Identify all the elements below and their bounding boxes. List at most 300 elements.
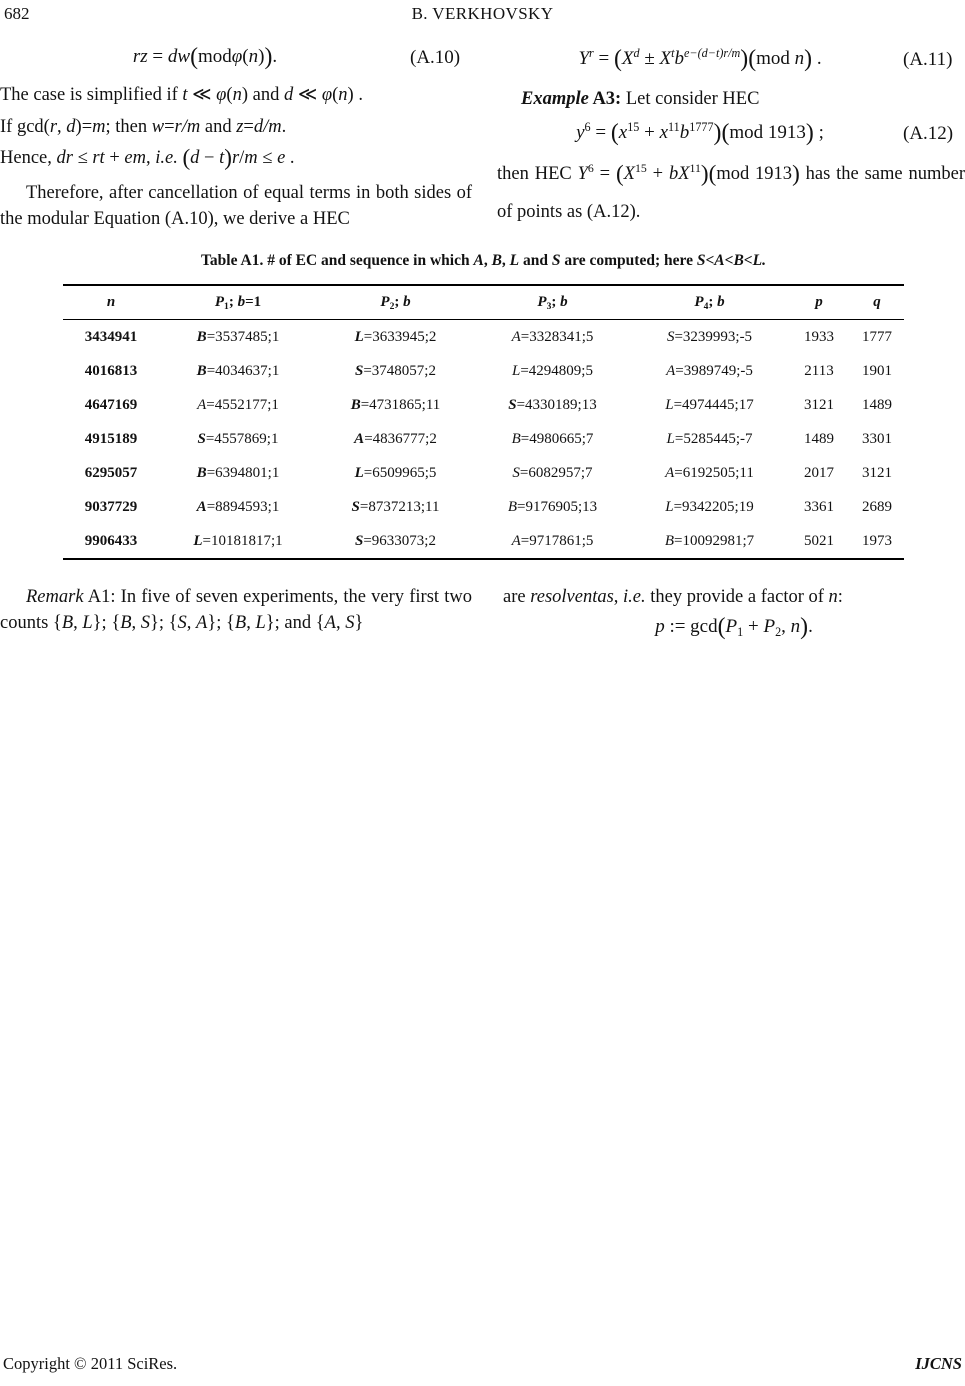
text-run: , [246, 612, 256, 633]
count-cell [159, 456, 317, 490]
p-value: 2017 [804, 464, 834, 481]
text-run: = [164, 117, 175, 138]
q-value: 3301 [862, 430, 892, 447]
count-cell [159, 320, 317, 355]
text-run: , [145, 147, 156, 168]
count-cell [317, 388, 474, 422]
text-run: } [354, 612, 364, 633]
text-run: ; then [105, 117, 152, 138]
text-run: ≤ [72, 147, 93, 168]
text-run: , [781, 616, 791, 637]
count-value: =4294809;5 [520, 362, 593, 379]
text-run: p [655, 616, 665, 637]
curve-letter: L [665, 498, 674, 515]
text-run: L [255, 612, 266, 633]
text-run: φ [321, 84, 333, 105]
text-run: ( [332, 84, 339, 105]
right-column [497, 36, 965, 232]
text-run: bX [668, 163, 690, 184]
table-caption [63, 252, 904, 270]
text-run: ( [182, 144, 191, 171]
text-run: X [621, 48, 634, 69]
text-run: , [131, 612, 141, 633]
count-value: =4731865;11 [360, 396, 441, 413]
table-row [63, 354, 904, 388]
text-run: ; [813, 121, 824, 143]
text-run: ( [190, 44, 198, 71]
q-value: 1973 [862, 532, 892, 549]
paragraph [0, 83, 472, 109]
table-row [63, 490, 904, 524]
text-run: t [219, 147, 225, 168]
text-run: X [623, 163, 635, 184]
equation-a12-formula [497, 122, 903, 146]
text-run: P [214, 294, 225, 310]
p-value: 3121 [804, 396, 834, 413]
text-run: ) [740, 46, 749, 73]
col-header-p4 [631, 285, 788, 320]
journal-abbreviation: IJCNS [915, 1354, 962, 1373]
curve-letter: A [665, 464, 675, 481]
text-run: . [812, 48, 822, 69]
text-run: w [151, 117, 165, 138]
col-header-p1 [159, 285, 317, 320]
curve-letter: B [507, 498, 518, 515]
text-run: q [873, 294, 881, 310]
count-cell [474, 388, 631, 422]
equation-a12-label: (A.12) [903, 122, 954, 144]
text-run: rz [132, 46, 148, 67]
count-value: =8894593;1 [206, 498, 280, 515]
text-run: , [57, 117, 67, 138]
text-run: r [49, 117, 58, 138]
text-run: =1 [245, 294, 262, 310]
count-value: =4552177;1 [206, 396, 279, 413]
text-run: . [281, 117, 287, 138]
text-run: ( [748, 46, 757, 73]
text-run: n [790, 616, 801, 637]
text-run: x [618, 121, 628, 143]
text-run: 6 [587, 161, 594, 176]
curve-letter: A [511, 532, 521, 549]
text-run: ( [613, 46, 622, 73]
curve-letter: B [196, 362, 207, 379]
results-table [63, 284, 904, 560]
text-run: b [237, 294, 246, 310]
p-value: 5021 [804, 532, 834, 549]
text-run: S [140, 612, 151, 633]
text-run: ≤ [257, 147, 278, 168]
count-value: =3537485;1 [206, 328, 280, 345]
text-run: := gcd [664, 616, 718, 637]
text-run: ; [708, 294, 718, 310]
count-cell [631, 524, 788, 559]
text-run: If gcd( [0, 117, 50, 138]
page-number: 682 [4, 4, 30, 23]
text-run: . [353, 84, 363, 105]
text-run: mod [756, 48, 795, 69]
count-cell [474, 354, 631, 388]
text-run: P [694, 294, 704, 310]
curve-letter: S [512, 464, 520, 481]
text-run: }; and { [265, 612, 325, 633]
count-value: =3633945;2 [363, 328, 437, 345]
text-run: m [244, 147, 258, 168]
text-run: b [679, 121, 690, 143]
paragraph [0, 115, 472, 141]
text-run: A3: [588, 88, 626, 109]
text-run: P [763, 616, 776, 637]
equation-a12 [497, 122, 965, 146]
text-run: B [234, 612, 247, 633]
text-run: . [808, 616, 813, 637]
text-run: ± [639, 48, 660, 69]
q-value: 2689 [862, 498, 892, 515]
text-run: dr [56, 147, 73, 168]
text-run: L [509, 252, 520, 269]
curve-letter: L [666, 430, 675, 447]
col-header-p3 [474, 285, 631, 320]
q-value: 1489 [862, 396, 892, 413]
text-run: }; { [92, 612, 121, 633]
text-run: they provide a factor of [645, 587, 829, 607]
text-run: z [236, 117, 244, 138]
text-run: b [674, 48, 685, 69]
text-run: , [335, 612, 346, 633]
count-cell [631, 422, 788, 456]
curve-letter: L [193, 532, 203, 549]
count-cell [317, 456, 474, 490]
text-run: ) [264, 44, 273, 71]
text-run: 1 [737, 624, 744, 639]
count-value: =3748057;2 [363, 362, 436, 379]
n-value: 9906433 [84, 532, 138, 549]
curve-letter: L [665, 396, 674, 413]
text-run: ( [226, 84, 233, 105]
n-value: 4915189 [84, 430, 138, 447]
count-value: =6082957;7 [519, 464, 593, 481]
text-run: m [92, 117, 106, 138]
text-run: d [283, 84, 294, 105]
text-run: ) [805, 120, 814, 146]
text-run: S [345, 612, 355, 633]
text-run: d/m [253, 117, 282, 138]
text-run: 1777 [689, 120, 714, 135]
text-run: rt [92, 147, 105, 168]
text-run: + [104, 147, 125, 168]
count-cell [474, 422, 631, 456]
curve-letter: S [197, 430, 206, 447]
col-header-p2 [317, 285, 474, 320]
text-run: , [483, 252, 492, 269]
count-value: =10092981;7 [674, 532, 755, 549]
count-cell [159, 422, 317, 456]
remark-right [503, 585, 965, 641]
text-run: resolventas [530, 587, 614, 607]
count-value: =4330189;13 [516, 396, 597, 413]
q-value: 3121 [862, 464, 892, 481]
count-cell [631, 490, 788, 524]
table-row [63, 422, 904, 456]
table-row [63, 524, 904, 559]
text-run: Let consider HEC [625, 88, 760, 109]
count-value: =5285445;-7 [674, 430, 753, 447]
text-run: φ [216, 84, 227, 105]
running-title: B. VERKHOVSKY [411, 4, 554, 23]
text-run: B [491, 252, 502, 269]
text-run: n [338, 84, 348, 105]
count-value: =4034637;1 [206, 362, 280, 379]
text-run: ; [228, 294, 238, 310]
text-run: b [560, 294, 568, 310]
text-run: + [743, 616, 764, 637]
text-run: Hence, [0, 147, 57, 168]
text-run: ( [717, 614, 726, 641]
col-header-q [850, 285, 904, 320]
text-run: 15 [634, 161, 647, 176]
text-run: , [501, 252, 510, 269]
curve-letter: A [511, 328, 521, 345]
curve-letter: A [666, 362, 676, 379]
text-run: The case is simplified if [0, 84, 183, 105]
text-run: ( [615, 160, 624, 187]
count-value: =4557869;1 [205, 430, 279, 447]
count-cell [631, 456, 788, 490]
text-run: 11 [689, 161, 701, 176]
text-run: ) [792, 160, 800, 187]
table-body [63, 320, 904, 560]
curve-letter: S [355, 532, 364, 549]
text-run: b [403, 294, 411, 310]
text-run: : [837, 587, 843, 607]
n-value: 9037729 [84, 498, 138, 515]
col-header-p [788, 285, 850, 320]
text-run: and [248, 84, 284, 105]
text-run: , [73, 612, 83, 633]
text-run: S [177, 612, 187, 633]
table-row [63, 388, 904, 422]
text-run: ( [242, 46, 249, 67]
count-cell [159, 490, 317, 524]
text-run: n [794, 48, 805, 69]
text-run: 3 [546, 300, 552, 312]
n-value: 3434941 [84, 328, 138, 345]
gcd-formula [503, 614, 965, 641]
curve-letter: L [512, 362, 521, 379]
text-run: 4 [703, 300, 709, 312]
text-run: p [815, 294, 823, 310]
curve-letter: S [355, 362, 364, 379]
count-value: =4836777;2 [364, 430, 437, 447]
text-run: n [232, 84, 242, 105]
text-run: 2 [389, 300, 395, 312]
text-run: P [725, 616, 738, 637]
text-run: ) [804, 46, 813, 73]
text-run: ) [241, 84, 248, 105]
equation-a11 [497, 48, 965, 72]
text-run: r/m [174, 117, 201, 138]
text-run: ) [258, 46, 265, 67]
text-run: . [285, 147, 295, 168]
count-value: =8737213;11 [359, 498, 440, 515]
text-run: ; [551, 294, 561, 310]
n-value: 4647169 [84, 396, 138, 413]
text-run: L [82, 612, 93, 633]
count-value: =3989749;-5 [675, 362, 753, 379]
table-row [63, 456, 904, 490]
text-run: = [593, 48, 614, 69]
remark-left [0, 585, 472, 641]
p-value: 1933 [804, 328, 834, 345]
text-run: Remark [26, 587, 84, 607]
count-cell [317, 320, 474, 355]
curve-letter: B [196, 464, 207, 481]
text-run: = [593, 163, 616, 184]
text-run: has the same number of points as (A.12). [497, 163, 965, 222]
text-run: P [537, 294, 547, 310]
curve-letter: B [350, 396, 361, 413]
left-column [0, 36, 472, 232]
text-run: t [671, 46, 675, 61]
text-run: n [828, 587, 838, 607]
count-value: =6394801;1 [206, 464, 280, 481]
text-run: then HEC [497, 163, 578, 184]
text-run: t [182, 84, 188, 105]
text-run: A1: In five of seven experiments, the very first two counts { [0, 587, 472, 633]
text-run: 2 [775, 624, 782, 639]
text-run: P [380, 294, 390, 310]
remark-right-text [503, 585, 965, 610]
count-cell [474, 524, 631, 559]
text-run: = [243, 117, 254, 138]
curve-letter: A [196, 498, 207, 515]
curve-letter: S [508, 396, 517, 413]
col-header-n [63, 285, 159, 320]
text-run: ( [610, 120, 619, 146]
p-value: 1489 [804, 430, 834, 447]
count-cell [317, 422, 474, 456]
text-run: i.e. [623, 587, 646, 607]
text-run: }; { [150, 612, 178, 633]
text-run: Y [578, 48, 590, 69]
count-value: =9176905;13 [517, 498, 598, 515]
text-run: ≪ [187, 84, 217, 105]
text-run: em [124, 147, 146, 168]
text-run: = [147, 46, 168, 67]
text-run: d [633, 46, 640, 61]
p-value: 2113 [804, 362, 834, 379]
count-cell [317, 524, 474, 559]
table-header [63, 285, 904, 320]
q-value: 1901 [862, 362, 892, 379]
text-run: / [239, 147, 245, 168]
count-cell [631, 320, 788, 355]
text-run: X [659, 48, 672, 69]
text-run: are [503, 587, 531, 607]
curve-letter: S [666, 328, 675, 345]
text-run: }; { [207, 612, 235, 633]
copyright-text: Copyright © 2011 SciRes. [3, 1354, 178, 1373]
paragraph [497, 156, 965, 231]
text-run: 6 [584, 120, 591, 135]
count-value: =9717861;5 [520, 532, 594, 549]
table-a1-section [63, 252, 904, 560]
text-run: ≪ [293, 84, 322, 105]
text-run: ) [347, 84, 354, 105]
text-run: 15 [627, 120, 640, 135]
text-run: S<A<B<L. [696, 252, 766, 269]
text-run: B [120, 612, 132, 633]
equation-a10 [0, 46, 472, 70]
text-run: − [199, 147, 220, 168]
text-run: ( [721, 120, 730, 146]
count-cell [159, 524, 317, 559]
count-value: =10181817;1 [202, 532, 283, 549]
count-value: =6509965;5 [363, 464, 437, 481]
text-run: are computed; here [560, 252, 697, 269]
text-run: , [186, 612, 197, 633]
text-run: A [324, 612, 336, 633]
text-run: n [106, 294, 116, 310]
curve-letter: B [511, 430, 521, 447]
text-run: mod 1913 [729, 121, 806, 143]
text-run: + [639, 121, 660, 143]
text-run: ) [700, 160, 709, 187]
paragraph: Therefore, after cancellation of equal terms in both sides of the modular Equation (A.10), we derive a HEC [0, 183, 472, 229]
count-cell [159, 354, 317, 388]
text-run: y [576, 121, 585, 143]
text-run: ) [224, 144, 232, 171]
p-value: 3361 [804, 498, 834, 515]
n-value: 4016813 [84, 362, 138, 379]
equation-a10-formula [0, 46, 410, 70]
text-run: e−(d−t)r/m [684, 46, 741, 61]
text-run: Table A1. # of EC and sequence in which [201, 252, 474, 269]
count-value: =9342205;19 [673, 498, 754, 515]
curve-letter: B [196, 328, 207, 345]
text-run: ; [394, 294, 404, 310]
text-run: b [717, 294, 725, 310]
count-cell [159, 388, 317, 422]
text-run: 1 [224, 300, 229, 312]
count-value: =6192505;11 [674, 464, 754, 481]
curve-letter: B [664, 532, 675, 549]
curve-letter: A [197, 396, 207, 413]
text-run: and [200, 117, 237, 138]
curve-letter: L [354, 328, 364, 345]
table-row [63, 320, 904, 355]
text-run: Y [577, 163, 588, 184]
equation-a11-label: (A.11) [903, 48, 953, 70]
count-value: =4974445;17 [673, 396, 754, 413]
count-cell [317, 354, 474, 388]
text-run: = [590, 121, 611, 143]
text-run: ) [713, 120, 722, 146]
text-run: n [248, 46, 259, 67]
text-run: mod 1913 [716, 163, 793, 184]
text-run: d [190, 147, 200, 168]
example-heading [497, 89, 965, 110]
text-run: dw [167, 46, 191, 67]
equation-a11-formula [497, 48, 903, 72]
remark-section [0, 585, 965, 641]
two-column-text [0, 36, 965, 232]
curve-letter: A [354, 430, 365, 447]
count-value: =9633073;2 [363, 532, 436, 549]
n-value: 6295057 [84, 464, 138, 481]
paragraph [0, 146, 472, 172]
count-value: =3239993;-5 [674, 328, 753, 345]
